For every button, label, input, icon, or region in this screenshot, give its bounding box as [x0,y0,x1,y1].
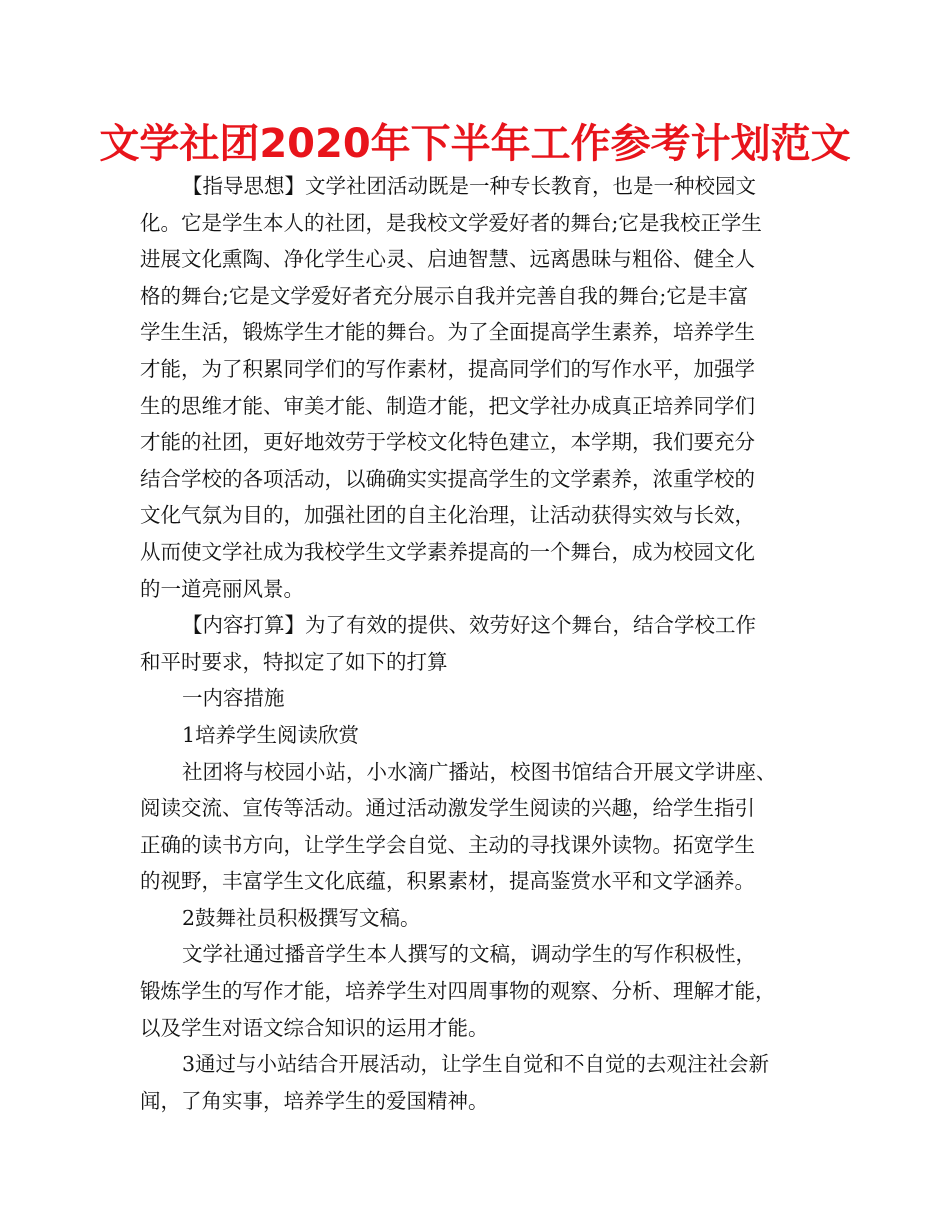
text-line: 才能，为了积累同学们的写作素材，提高同学们的写作水平，加强学 [140,356,755,381]
text-line: 和平时要求，特拟定了如下的打算 [140,649,448,674]
text-line: 【内容打算】为了有效的提供、效劳好这个舞台，结合学校工作 [182,613,756,638]
text-line: 从而使文学社成为我校学生文学素养提高的一个舞台，成为校园文化 [140,539,755,564]
text-line: 社团将与校园小站，小水滴广播站，校图书馆结合开展文学讲座、 [182,759,777,784]
text-line: 格的舞台;它是文学爱好者充分展示自我并完善自我的舞台;它是丰富 [140,283,749,308]
text-line: 正确的读书方向，让学生学会自觉、主动的寻找课外读物。拓宽学生 [140,832,755,857]
text-line: 闻，了角实事，培养学生的爱国精神。 [140,1088,489,1113]
text-line: 文化气氛为目的，加强社团的自主化治理，让活动获得实效与长效， [140,503,755,528]
text-line: 化。它是学生本人的社团，是我校文学爱好者的舞台;它是我校正学生 [140,210,762,235]
text-line: 1培养学生阅读欣赏 [182,722,360,747]
text-line: 进展文化熏陶、净化学生心灵、启迪智慧、远离愚昧与粗俗、健全人 [140,247,755,272]
document-title: 文学社团2020年下半年工作参考计划范文 [99,121,851,167]
text-line: 锻炼学生的写作才能，培养学生对四周事物的观察、分析、理解才能， [140,979,776,1004]
text-line: 学生生活，锻炼学生才能的舞台。为了全面提高学生素养，培养学生 [140,320,755,345]
text-line: 阅读交流、宣传等活动。通过活动激发学生阅读的兴趣，给学生指引 [140,796,755,821]
text-line: 的视野，丰富学生文化底蕴，积累素材，提高鉴赏水平和文学涵养。 [140,869,755,894]
text-line: 3通过与小站结合开展活动，让学生自觉和不自觉的去观注社会新 [182,1052,770,1077]
text-line: 才能的社团，更好地效劳于学校文化特色建立，本学期，我们要充分 [140,430,755,455]
text-line: 生的思维才能、审美才能、制造才能，把文学社办成真正培养同学们 [140,393,755,418]
text-line: 的一道亮丽风景。 [140,576,304,601]
document-body [140,168,812,1119]
text-line: 【指导思想】文学社团活动既是一种专长教育，也是一种校园文 [182,174,756,198]
text-line: 2鼓舞社员积极撰写文稿。 [182,905,421,930]
text-line: 文学社通过播音学生本人撰写的文稿，调动学生的写作积极性， [182,942,756,967]
text-line: 一内容措施 [182,686,285,711]
text-line: 结合学校的各项活动，以确确实实提高学生的文学素养，浓重学校的 [140,466,755,491]
text-line: 以及学生对语文综合知识的运用才能。 [140,1015,489,1040]
